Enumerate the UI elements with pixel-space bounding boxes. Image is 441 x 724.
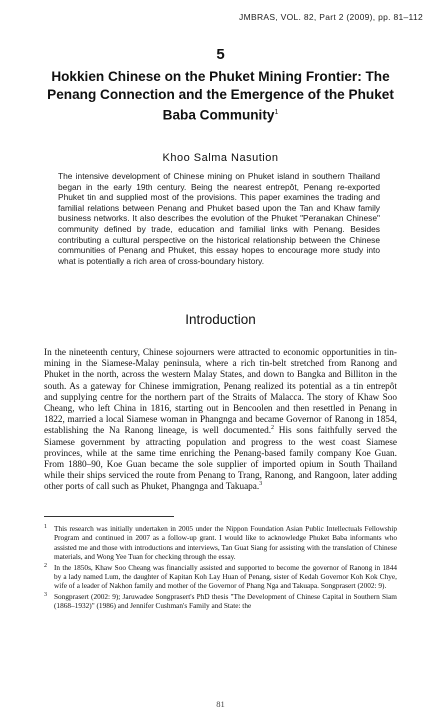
- article-title-text: Hokkien Chinese on the Phuket Mining Frontier: The Penang Connection and the Emergence of the Phuket Baba Community: [47, 69, 394, 123]
- footnote-2: [44, 563, 397, 591]
- article-title: [40, 68, 401, 125]
- footnote-ref-2: 2: [271, 425, 275, 432]
- body-text-part-1: In the nineteenth century, Chinese sojourners were attracted to economic opportunities in tin-mining in the Siamese-Malay peninsula, where a rich tin-belt stretched from Ranong and Phuket in the north, across the western Malay States, and down to Bangka and Billiton in the south. As a gateway for Chinese immigration, Penang realized its potential as a tin entrepôt and supplying centre for the northern part of the Straits of Malacca. The story of Khaw Soo Cheang, who left China in 1816, starting out in Bencoolen and then resettled in Penang in 1822, married a local Siamese woman in Phangnga and became Governor of Ranong in 1854, establishing the Na Ranong lineage, is well documented.: [44, 348, 397, 437]
- body-paragraph: [44, 348, 397, 494]
- page-number: 81: [216, 699, 225, 709]
- footnote-mark: 2: [44, 562, 47, 569]
- footnotes-list: [44, 524, 397, 612]
- abstract: The intensive development of Chinese mining on Phuket island in southern Thailand began in the early 19th century. Being the nearest entrepôt, Penang re-exported Phuket tin and supplied most of the provisions. This paper examines the trading and familial relations between Penang and Phuket based upon the Tan and Khaw family business networks. It also describes the evolution of the Phuket "Peranakan Chinese" community defined by trade, education and familial links with Penang. Besides contributing a cultural perspective on the historical relationship between the Chinese communities of Penang and Phuket, this essay hopes to encourage more study into what is potentially a rich area of cross-boundary history.: [58, 171, 380, 266]
- footnote-3: [44, 592, 397, 611]
- footnote-mark: 1: [44, 524, 47, 530]
- footnote-text: This research was initially undertaken in 2005 under the Nippon Foundation Asian Public Intellectuals Fellowship Program and continued in 2007 as a follow-up grant. I would like to acknowledge Phuket Baba informants who assisted me and those with introductions and interviews, Tan Guat Siang for assisting with the translation of Chinese materials, and Wong Yee Tuan for checking through the essay.: [54, 524, 397, 561]
- footnote-text: In the 1850s, Khaw Soo Cheang was financially assisted and supported to become the governor of Ranong in 1844 by a lady named Lum, the daughter of Kapitan Koh Lay Huan of Penang, sister of Kedah Governor Koh Kok Chye, wife of a leader of Nakhon family and mother of the Governor of Phang Nga and Takuapa. Songprasert (2002: 9).: [54, 562, 397, 591]
- footnote-text: Songprasert (2002: 9); Jaruwadee Songprasert's PhD thesis "The Development of Chinese Capital in Southern Siam (1868–1932)" (1986) and Jennifer Cushman's Family and State: the: [54, 592, 397, 611]
- chapter-number: 5: [216, 46, 225, 63]
- journal-reference: JMBRAS, VOL. 82, Part 2 (2009), pp. 81–112: [239, 12, 423, 22]
- author-name: Khoo Salma Nasution: [162, 152, 279, 164]
- footnote-ref-3: 3: [259, 481, 263, 488]
- body-text-part-2: His sons faithfully served the Siamese government by attracting population and progress to the west coast Siamese provinces, while at the same time enriching the Penang-based family company Koe Guan. From 1880–90, Koe Guan became the sole supplier of imported opium in South Thailand while their ships serviced the route from Penang to Trang, Ranong, and Rangoon, later adding other ports of call such as Phuket, Phangnga and Takuapa.: [44, 426, 398, 493]
- footnote-mark: 3: [44, 592, 47, 599]
- title-footnote-mark: 1: [274, 109, 279, 116]
- section-heading-introduction: Introduction: [185, 312, 256, 327]
- footnote-1: [44, 524, 397, 561]
- footnote-divider: [44, 516, 174, 517]
